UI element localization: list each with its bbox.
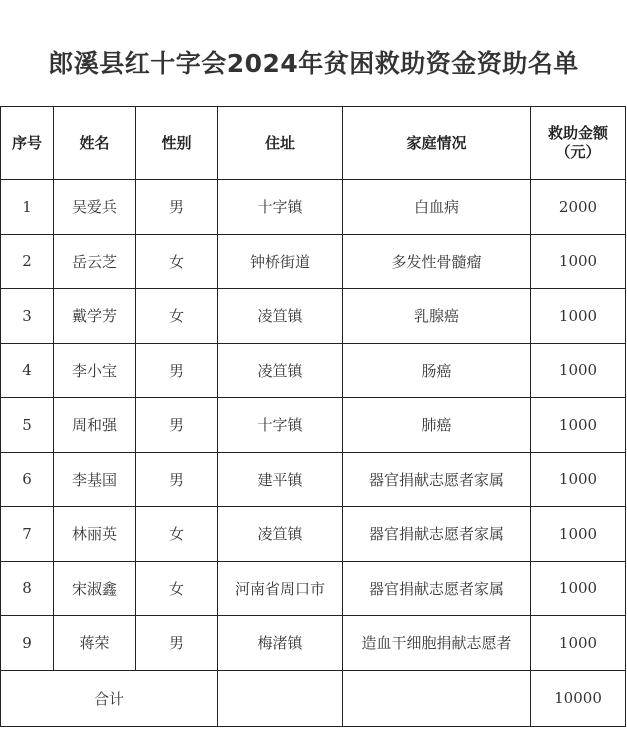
cell-amount: 1000 [531,234,626,289]
table-row [1,561,626,616]
page-title: 郎溪县红十字会2024年贫困救助资金资助名单 [48,49,579,78]
cell-address: 凌笪镇 [218,507,343,562]
cell-gender: 男 [136,398,218,453]
cell-amount: 1000 [531,616,626,671]
cell-situation: 肺癌 [343,398,531,453]
cell-gender: 女 [136,561,218,616]
cell-address: 凌笪镇 [218,343,343,398]
cell-situation: 器官捐献志愿者家属 [343,452,531,507]
cell-index: 5 [1,398,54,453]
cell-amount: 1000 [531,343,626,398]
cell-amount: 1000 [531,452,626,507]
cell-name: 蒋荣 [54,616,136,671]
cell-address: 十字镇 [218,180,343,235]
aid-list-table [0,106,626,727]
header-amount [531,107,626,180]
cell-situation: 肠癌 [343,343,531,398]
cell-gender: 男 [136,452,218,507]
cell-gender: 女 [136,507,218,562]
total-label: 合计 [1,670,218,726]
cell-name: 李小宝 [54,343,136,398]
total-empty-cell [343,670,531,726]
cell-amount: 1000 [531,289,626,344]
cell-index: 7 [1,507,54,562]
cell-situation: 器官捐献志愿者家属 [343,561,531,616]
total-row [1,670,626,726]
cell-address: 建平镇 [218,452,343,507]
table-header-row [1,107,626,180]
total-empty-cell [218,670,343,726]
cell-address: 梅渚镇 [218,616,343,671]
cell-index: 6 [1,452,54,507]
cell-amount: 1000 [531,398,626,453]
cell-name: 周和强 [54,398,136,453]
table-row [1,343,626,398]
cell-amount: 1000 [531,561,626,616]
table-row [1,289,626,344]
header-name: 姓名 [54,107,136,180]
cell-name: 李基国 [54,452,136,507]
cell-index: 9 [1,616,54,671]
cell-situation: 造血干细胞捐献志愿者 [343,616,531,671]
cell-situation: 多发性骨髓瘤 [343,234,531,289]
cell-name: 吴爱兵 [54,180,136,235]
table-row [1,398,626,453]
header-amount-line1: 救助金额 [547,124,608,142]
header-address: 住址 [218,107,343,180]
cell-index: 1 [1,180,54,235]
cell-situation: 白血病 [343,180,531,235]
cell-amount: 1000 [531,507,626,562]
cell-name: 宋淑鑫 [54,561,136,616]
table-row [1,452,626,507]
cell-name: 岳云芝 [54,234,136,289]
header-situation: 家庭情况 [343,107,531,180]
cell-index: 3 [1,289,54,344]
cell-name: 林丽英 [54,507,136,562]
table-row [1,507,626,562]
header-amount-line2: （元） [555,143,601,161]
cell-gender: 女 [136,289,218,344]
cell-index: 4 [1,343,54,398]
cell-gender: 男 [136,180,218,235]
total-amount: 10000 [531,670,626,726]
table-row [1,616,626,671]
cell-address: 凌笪镇 [218,289,343,344]
cell-amount: 2000 [531,180,626,235]
cell-situation: 乳腺癌 [343,289,531,344]
table-row [1,180,626,235]
header-index: 序号 [1,107,54,180]
cell-index: 2 [1,234,54,289]
cell-address: 河南省周口市 [218,561,343,616]
table-row [1,234,626,289]
cell-index: 8 [1,561,54,616]
cell-name: 戴学芳 [54,289,136,344]
cell-gender: 男 [136,616,218,671]
cell-situation: 器官捐献志愿者家属 [343,507,531,562]
cell-address: 十字镇 [218,398,343,453]
header-gender: 性别 [136,107,218,180]
cell-gender: 男 [136,343,218,398]
cell-gender: 女 [136,234,218,289]
cell-address: 钟桥街道 [218,234,343,289]
